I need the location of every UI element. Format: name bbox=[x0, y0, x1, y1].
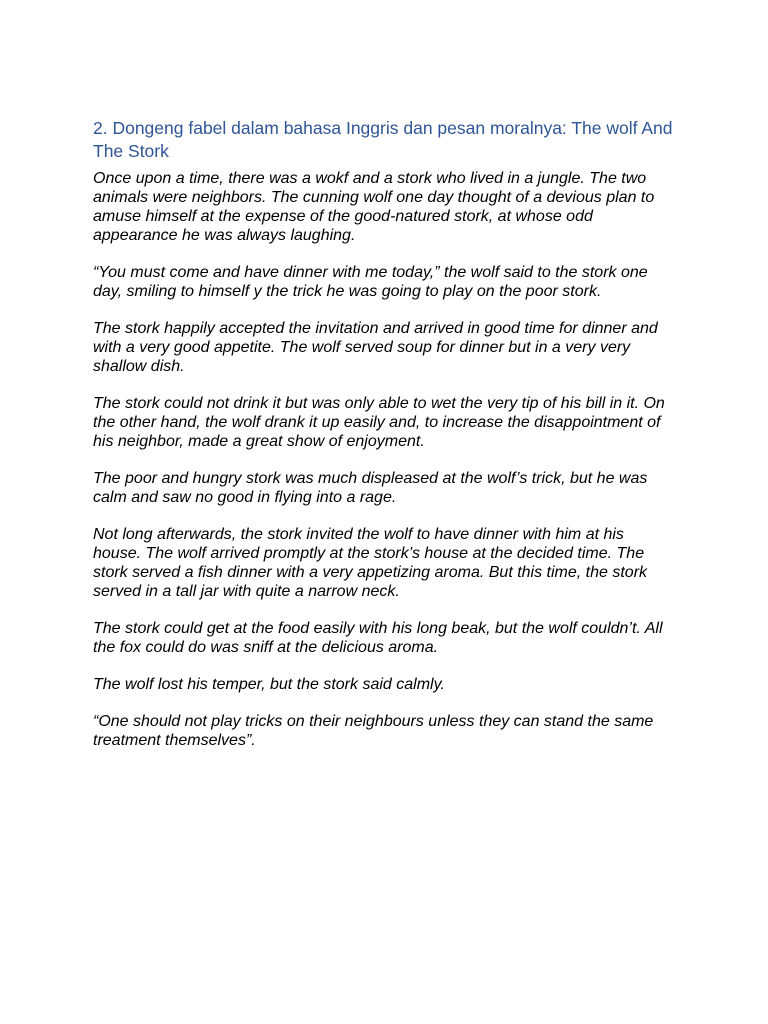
story-paragraph-7: The stork could get at the food easily with his long beak, but the wolf couldn’t. All the fox could do was sniff at the delicious aroma. bbox=[93, 620, 663, 656]
story-paragraph-2: “You must come and have dinner with me today,” the wolf said to the stork one day, smiling to himself y the trick he was going to play on the poor stork. bbox=[93, 264, 648, 300]
document-content bbox=[93, 117, 673, 768]
story-paragraph-5: The poor and hungry stork was much displeased at the wolf’s trick, but he was calm and saw no good in flying into a rage. bbox=[93, 470, 648, 506]
story-paragraph-3: The stork happily accepted the invitation and arrived in good time for dinner and with a very good appetite. The wolf served soup for dinner but in a very very shallow dish. bbox=[93, 320, 658, 375]
story-paragraph-4: The stork could not drink it but was only able to wet the very tip of his bill in it. On the other hand, the wolf drank it up easily and, to increase the disappointment of his neighbor, made a great show of enjoyment. bbox=[93, 395, 665, 450]
story-paragraph-8: The wolf lost his temper, but the stork said calmly. bbox=[93, 676, 445, 693]
story-paragraph-6: Not long afterwards, the stork invited the wolf to have dinner with him at his house. The wolf arrived promptly at the stork’s house at the decided time. The stork served a fish dinner with a very appetizing aroma. But this time, the stork served in a tall jar with quite a narrow neck. bbox=[93, 526, 648, 600]
story-heading: 2. Dongeng fabel dalam bahasa Inggris dan pesan moralnya: The wolf And The Stork bbox=[93, 118, 673, 161]
story-paragraph-1: Once upon a time, there was a wokf and a stork who lived in a jungle. The two animals were neighbors. The cunning wolf one day thought of a devious plan to amuse himself at the expense of the good-natured stork, at whose odd appearance he was always laughing. bbox=[93, 170, 655, 244]
story-paragraph-9: “One should not play tricks on their neighbours unless they can stand the same treatment themselves”. bbox=[93, 713, 654, 749]
